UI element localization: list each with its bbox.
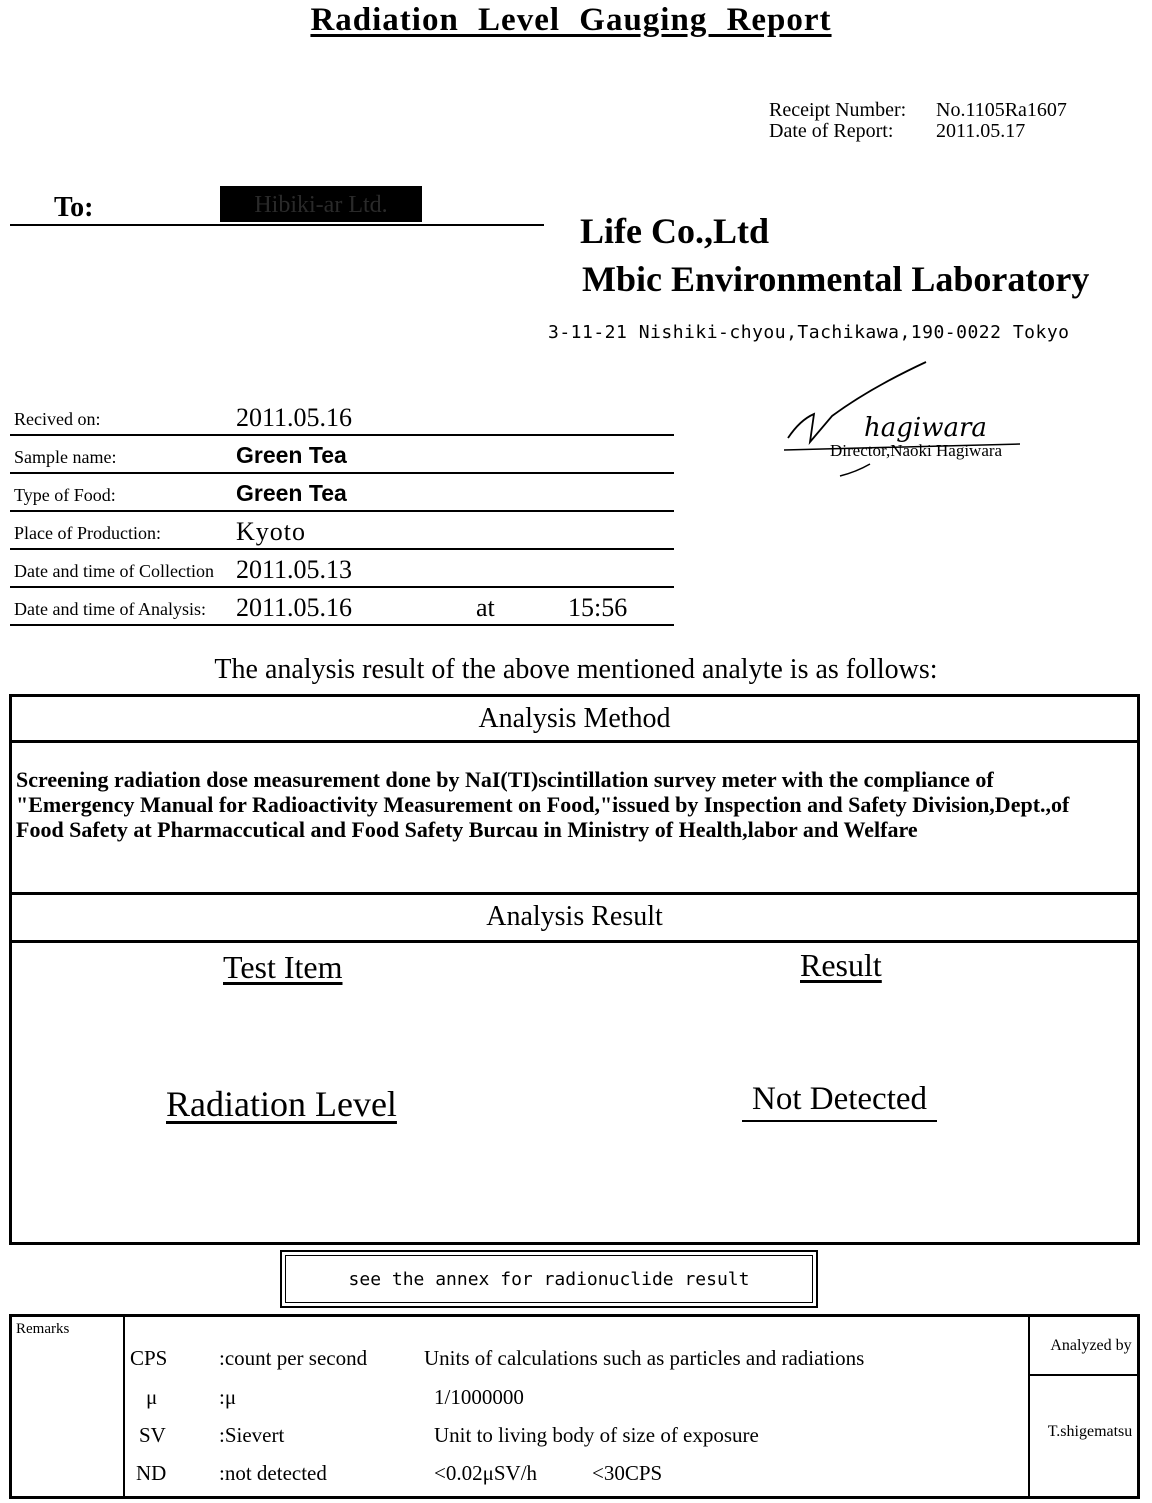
remarks-divider-left [123, 1317, 125, 1496]
analyzed-by-label: Analyzed by [1050, 1337, 1132, 1354]
collection-date-label: Date and time of Collection [14, 561, 214, 581]
collection-date-row [10, 548, 674, 588]
remark-meaning: :not detected [219, 1461, 327, 1485]
remark-abbr: CPS [130, 1346, 168, 1370]
company-name: Life Co.,Ltd [580, 211, 769, 251]
production-place-label: Place of Production: [14, 523, 161, 543]
report-title: Radiation Level Gauging Report [310, 2, 832, 38]
laboratory-name: Mbic Environmental Laboratory [582, 259, 1090, 299]
received-on-row [10, 396, 674, 436]
method-bottom-divider [12, 892, 1137, 895]
analysis-date-label: Date and time of Analysis: [14, 599, 206, 619]
result-value: Not Detected [742, 1081, 937, 1122]
to-label: To: [54, 192, 94, 223]
remark-abbr: SV [139, 1423, 166, 1447]
to-underline [10, 224, 544, 226]
remark-meaning: :Sievert [219, 1423, 285, 1447]
signature-text: hagiwara [864, 413, 987, 443]
remark-abbr: μ [146, 1385, 158, 1409]
food-type-value: Green Tea [236, 480, 347, 506]
director-signature [770, 360, 1050, 490]
sample-name-value: Green Tea [236, 442, 347, 468]
report-date-label: Date of Report: [769, 120, 894, 142]
production-place-row [10, 510, 674, 550]
remark-abbr: ND [136, 1461, 167, 1485]
remarks-label: Remarks [16, 1321, 70, 1337]
food-type-label: Type of Food: [14, 485, 116, 505]
remark-note: <0.02μSV/h [434, 1461, 538, 1485]
analysis-date-row [10, 586, 674, 626]
remark-note: Unit to living body of size of exposure [434, 1423, 759, 1447]
director-name: Director,Naoki Hagiwara [830, 441, 1003, 460]
report-date-value: 2011.05.17 [936, 120, 1026, 142]
production-place-value: Kyoto [236, 517, 306, 546]
result-column-header: Result [800, 947, 882, 983]
analysis-at-label: at [476, 593, 495, 622]
sample-name-label: Sample name: [14, 447, 117, 467]
remark-note: 1/1000000 [434, 1385, 524, 1409]
method-text: Screening radiation dose measurement done by NaI(TI)scintillation survey meter with the compliance of "Emergency Manual for Radioactivity Measurement on Food,"issued by Inspection and Safety Division,Dept.,of Food Safety at Pharmaccutical and Food Safety Burcau in Ministry of Health,labor and Welfare [16, 767, 1070, 842]
result-header: Analysis Result [486, 901, 663, 932]
food-type-row [10, 472, 674, 512]
laboratory-address: 3-11-21 Nishiki-chyou,Tachikawa,190-0022 Tokyo [548, 322, 1070, 343]
method-header: Analysis Method [478, 703, 671, 734]
analysis-time-value: 15:56 [568, 593, 628, 622]
result-divider [12, 940, 1137, 943]
collection-date-value: 2011.05.13 [236, 555, 353, 584]
remark-meaning: :μ [219, 1385, 237, 1409]
method-divider [12, 740, 1137, 743]
remark-note: Units of calculations such as particles and radiations [424, 1346, 865, 1370]
annex-note: see the annex for radionuclide result [280, 1250, 818, 1308]
test-item-value: Radiation Level [166, 1084, 397, 1124]
remarks-divider-right [1028, 1317, 1030, 1496]
receipt-number-label: Receipt Number: [769, 99, 907, 121]
received-on-label: Recived on: [14, 409, 101, 429]
remarks-table [9, 1314, 1140, 1499]
received-on-value: 2011.05.16 [236, 403, 353, 432]
analysis-section [9, 694, 1140, 1245]
remark-meaning: :count per second [219, 1346, 368, 1370]
analysis-date-value: 2011.05.16 [236, 593, 353, 622]
intro-text: The analysis result of the above mentioned analyte is as follows: [214, 654, 938, 685]
receipt-number-value: No.1105Ra1607 [936, 99, 1067, 121]
test-item-column-header: Test Item [223, 949, 343, 985]
sample-name-row [10, 434, 674, 474]
analyzed-by-name: T.shigematsu [1047, 1423, 1133, 1440]
analyzed-by-divider [1028, 1374, 1140, 1376]
remark-note-secondary: <30CPS [592, 1461, 663, 1485]
recipient-redacted: Hibiki-ar Ltd. [220, 186, 422, 222]
